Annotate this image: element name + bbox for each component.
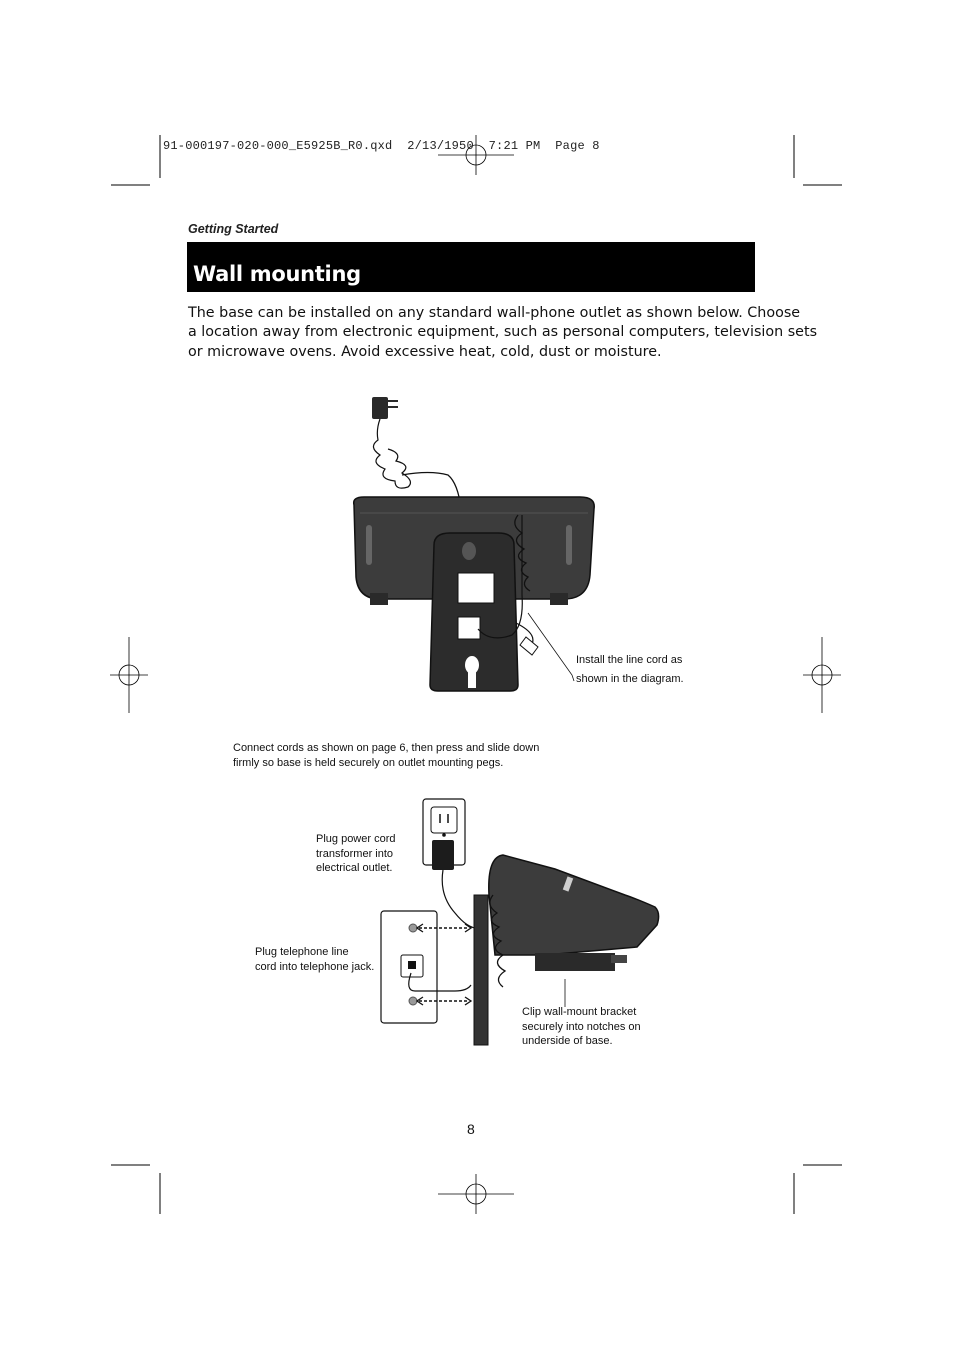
callout-line: Install the line cord as	[576, 654, 683, 666]
page-title: Wall mounting	[193, 262, 361, 286]
callout-line: Clip wall-mount bracket	[522, 1006, 637, 1018]
mounting-instruction	[233, 741, 539, 770]
callout-line: shown in the diagram.	[576, 673, 684, 685]
callout-line: cord into telephone jack.	[255, 960, 375, 973]
power-adapter-icon	[372, 397, 388, 419]
instruction-line: Connect cords as shown on page 6, then press and slide down	[233, 742, 540, 754]
callout-line: Plug telephone line	[255, 946, 349, 958]
callout-line: Plug power cord	[316, 833, 396, 845]
section-label: Getting Started	[188, 222, 279, 236]
callout-line: securely into notches on	[522, 1020, 641, 1033]
callout-line: transformer into	[316, 847, 394, 860]
jack-callout	[255, 945, 374, 974]
power-cord-callout	[316, 832, 396, 876]
file-slug: 91-000197-020-000_E5925B_R0.qxd 2/13/1950 7:21 PM Page 8	[163, 139, 600, 153]
line-cord-callout	[576, 651, 684, 689]
bracket-callout	[522, 1005, 641, 1049]
intro-line: The base can be installed on any standard wall-phone outlet as shown below. Choose	[188, 305, 801, 321]
registration-mark-bottom	[438, 1174, 514, 1214]
instruction-line: firmly so base is held securely on outlet mounting pegs.	[233, 756, 504, 769]
intro-line: a location away from electronic equipment, such as personal computers, television sets	[188, 324, 818, 341]
callout-line: underside of base.	[522, 1035, 613, 1047]
transformer-icon	[432, 840, 454, 870]
intro-paragraph	[188, 304, 818, 362]
registration-mark-right	[803, 637, 841, 713]
intro-line: or microwave ovens. Avoid excessive heat, cold, dust or moisture.	[188, 343, 662, 360]
registration-mark-left	[110, 637, 148, 713]
callout-line: electrical outlet.	[316, 862, 393, 874]
page-number: 8	[467, 1121, 475, 1137]
